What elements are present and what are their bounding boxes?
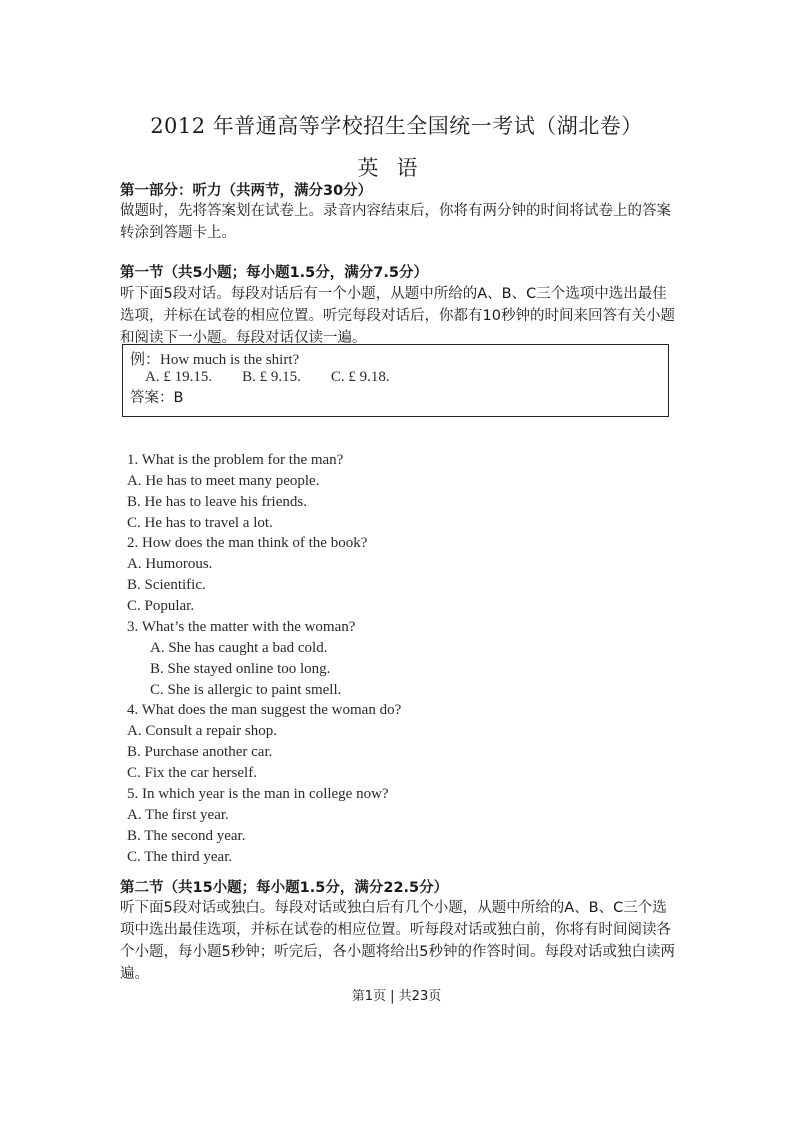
part1-heading: 第一部分：听力（共两节，满分30分）: [120, 183, 373, 199]
example-answer: 答案：B: [130, 390, 184, 406]
example-question: 例：How much is the shirt?: [130, 352, 300, 368]
question-3-option-c: C. She is allergic to paint smell.: [150, 682, 342, 698]
question-2-option-b: B. Scientific.: [127, 577, 206, 593]
section1-instructions: 听下面5段对话。每段对话后有一个小题，从题中所给的A、B、C三个选项中选出最佳选项，并标在试卷的相应位置。听完每段对话后，你都有10秒钟的时间来回答有关小题和阅读下一小题。每段对话仅读一遍。: [120, 286, 675, 346]
subject-heading: 英语: [357, 156, 436, 180]
question-1-option-b: B. He has to leave his friends.: [127, 494, 307, 510]
question-5-option-c: C. The third year.: [127, 849, 233, 865]
question-5-option-a: A. The first year.: [127, 807, 229, 823]
question-1-stem: 1. What is the problem for the man?: [127, 452, 344, 468]
example-box: [122, 344, 669, 417]
question-1-option-c: C. He has to travel a lot.: [127, 515, 273, 531]
example-options: A. £ 19.15. B. £ 9.15. C. £ 9.18.: [145, 369, 390, 385]
question-3-stem: 3. What’s the matter with the woman?: [127, 619, 356, 635]
question-4-option-a: A. Consult a repair shop.: [127, 723, 277, 739]
section2-instructions: 听下面5段对话或独白。每段对话或独白后有几个小题，从题中所给的A、B、C三个选项中选出最佳选项，并标在试卷的相应位置。听每段对话或独白前，你将有时间阅读各个小题，每小题5秒钟；听完后，各小题将给出5秒钟的作答时间。每段对话或独白读两遍。: [120, 900, 675, 982]
question-1-option-a: A. He has to meet many people.: [127, 473, 320, 489]
part1-instructions: 做题时，先将答案划在试卷上。录音内容结束后，你将有两分钟的时间将试卷上的答案转涂到答题卡上。: [120, 203, 671, 241]
question-2-stem: 2. How does the man think of the book?: [127, 535, 368, 551]
question-4-stem: 4. What does the man suggest the woman do?: [127, 702, 402, 718]
question-5-option-b: B. The second year.: [127, 828, 246, 844]
section2-heading: 第二节（共15小题；每小题1.5分，满分22.5分）: [120, 880, 449, 896]
exam-title: 2012 年普通高等学校招生全国统一考试（湖北卷）: [150, 114, 643, 138]
question-3-option-a: A. She has caught a bad cold.: [150, 640, 328, 656]
question-2-option-a: A. Humorous.: [127, 556, 213, 572]
question-4-option-b: B. Purchase another car.: [127, 744, 273, 760]
question-5-stem: 5. In which year is the man in college now?: [127, 786, 389, 802]
question-4-option-c: C. Fix the car herself.: [127, 765, 257, 781]
section1-heading: 第一节（共5小题；每小题1.5分，满分7.5分）: [120, 265, 428, 281]
question-2-option-c: C. Popular.: [127, 598, 195, 614]
page-footer: 第1页 | 共23页: [351, 989, 442, 1004]
question-3-option-b: B. She stayed online too long.: [150, 661, 331, 677]
